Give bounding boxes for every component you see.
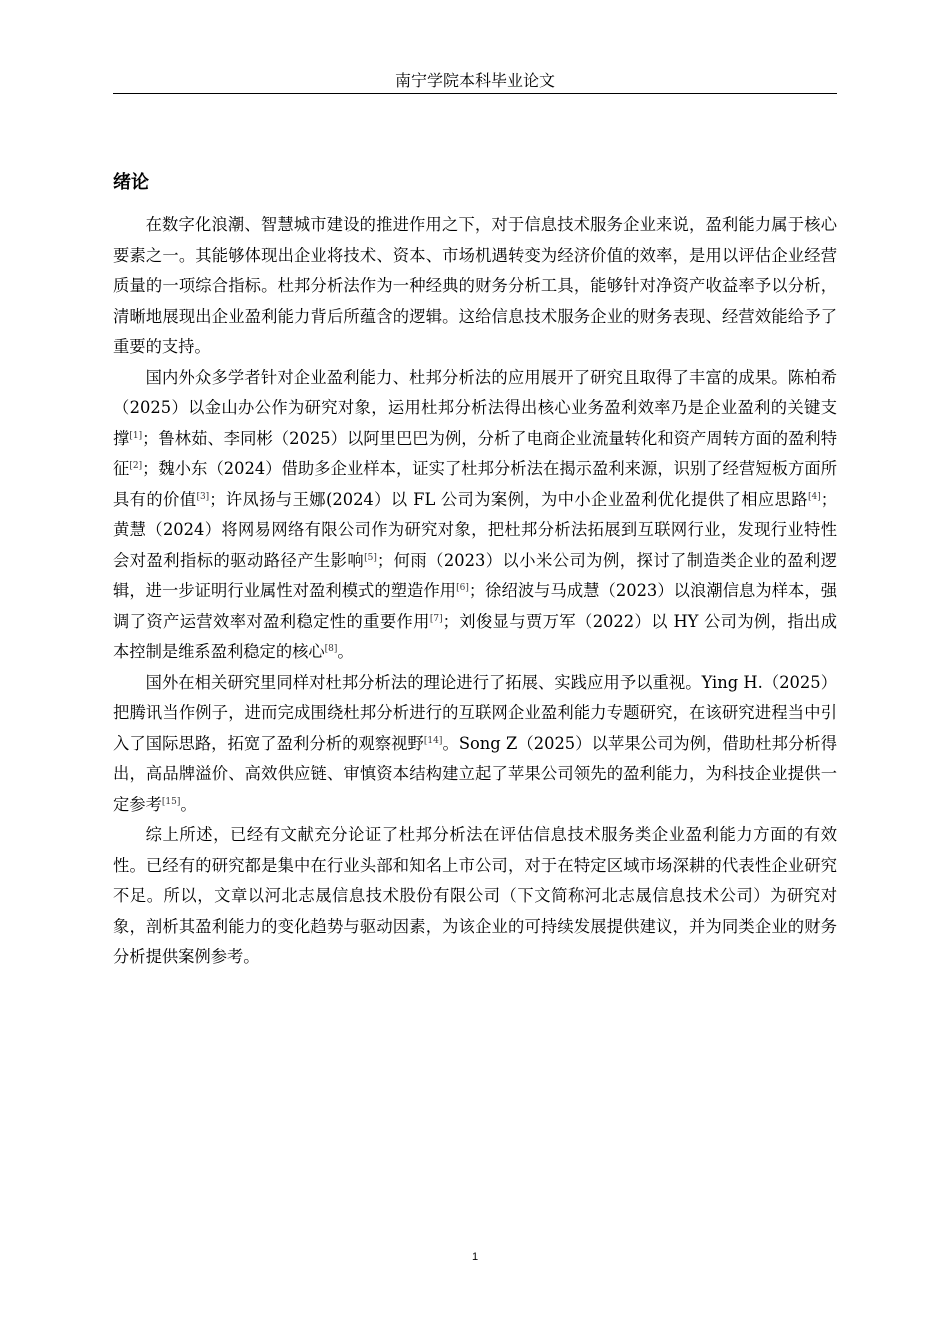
paragraph-text: 。Song Z（2025）以苹果公司为例，借助杜邦分析得出，高品牌溢价、高效供应链、审慎资本结构建立起了苹果公司领先的盈利能力，为科技企业提供一定参考 <box>113 733 837 814</box>
paragraph-text: 综上所述，已经有文献充分论证了杜邦分析法在评估信息技术服务类企业盈利能力方面的有效性。已经有的研究都是集中在行业头部和知名上市公司，对于在特定区域市场深耕的代表性企业研究不足。所以，文章以河北志晟信息技术股份有限公司（下文简称河北志晟信息技术公司）为研究对象，剖析其盈利能力的变化趋势与驱动因素，为该企业的可持续发展提供建议，并为同类企业的财务分析提供案例参考。 <box>113 825 837 966</box>
paragraph-3 <box>113 668 837 821</box>
paragraph-text: ；黄慧（2024）将网易网络有限公司作为研究对象，把杜邦分析法拓展到互联网行业，发现行业特性会对盈利指标的驱动路径产生影响 <box>113 489 837 570</box>
paragraph-4 <box>113 820 837 973</box>
paragraph-text: 在数字化浪潮、智慧城市建设的推进作用之下，对于信息技术服务企业来说，盈利能力属于核心要素之一。其能够体现出企业将技术、资本、市场机遇转变为经济价值的效率，是用以评估企业经营质量的一项综合指标。杜邦分析法作为一种经典的财务分析工具，能够针对净资产收益率予以分析，清晰地展现出企业盈利能力背后所蕴含的逻辑。这给信息技术服务企业的财务表现、经营效能给予了重要的支持。 <box>113 215 837 356</box>
page-number: 1 <box>471 1251 479 1263</box>
citation-marker[interactable]: [3] <box>196 491 210 502</box>
paragraph-text: 国内外众多学者针对企业盈利能力、杜邦分析法的应用展开了研究且取得了丰富的成果。陈柏希（2025）以金山办公作为研究对象，运用杜邦分析法得出核心业务盈利效率乃是企业盈利的关键支撑 <box>113 367 837 448</box>
citation-marker[interactable]: [6] <box>456 583 469 593</box>
paragraph-text: ；鲁林茹、李同彬（2025）以阿里巴巴为例，分析了电商企业流量转化和资产周转方面的盈利特征 <box>113 428 837 478</box>
paragraph-text: ；徐绍波与马成慧（2023）以浪潮信息为样本，强调了资产运营效率对盈利稳定性的重要作用 <box>113 581 837 631</box>
paragraph-text: ；魏小东（2024）借助多企业样本，证实了杜邦分析法在揭示盈利来源，识别了经营短板方面所具有的价值 <box>113 459 837 509</box>
citation-marker[interactable]: [4] <box>807 491 821 502</box>
paragraph-text: 国外在相关研究里同样对杜邦分析法的理论进行了拓展、实践应用予以重视。Ying H.（2025）把腾讯当作例子，进而完成围绕杜邦分析进行的互联网企业盈利能力专题研究，在该研究进程当中引入了国际思路，拓宽了盈利分析的观察视野 <box>113 672 837 753</box>
citation-marker[interactable]: [15] <box>161 796 181 807</box>
paragraph-text: ；刘俊显与贾万军（2022）以 HY 公司为例，指出成本控制是维系盈利稳定的核心 <box>113 611 837 661</box>
paragraph-text: ；何雨（2023）以小米公司为例，探讨了制造类企业的盈利逻辑，进一步证明行业属性对盈利模式的塑造作用 <box>113 550 837 600</box>
body-text <box>113 210 837 973</box>
paragraph-text: ；许凤扬与王娜(2024）以 FL 公司为案例，为中小企业盈利优化提供了相应思路 <box>209 489 808 509</box>
running-header: 南宁学院本科毕业论文 <box>394 71 555 90</box>
citation-marker[interactable]: [14] <box>423 735 443 746</box>
paragraph-text: 。 <box>337 642 354 661</box>
section-heading: 绪论 <box>113 172 149 193</box>
paragraph-1 <box>113 210 837 363</box>
header-rule <box>113 93 837 94</box>
citation-marker[interactable]: [2] <box>129 461 143 471</box>
citation-marker[interactable]: [1] <box>129 430 143 441</box>
paragraph-text: 。 <box>180 794 197 814</box>
citation-marker[interactable]: [8] <box>324 644 338 654</box>
paragraph-2 <box>113 363 837 668</box>
citation-marker[interactable]: [5] <box>364 552 377 563</box>
citation-marker[interactable]: [7] <box>429 613 443 624</box>
